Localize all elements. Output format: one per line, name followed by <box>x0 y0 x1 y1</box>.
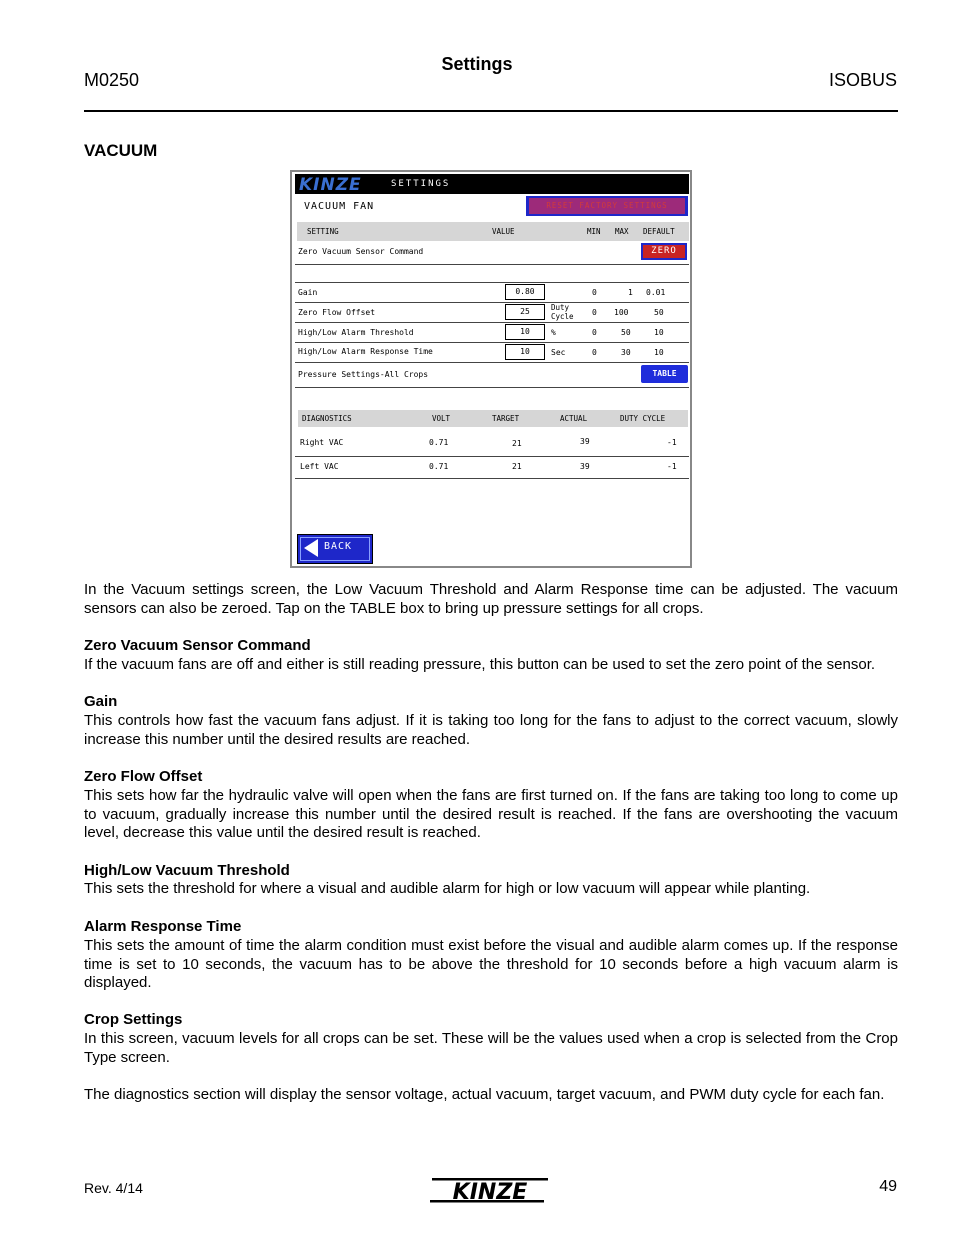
response-time-max: 30 <box>621 348 631 357</box>
zero-flow-min: 0 <box>592 308 597 317</box>
kinze-logo-text: KINZE <box>452 1180 528 1205</box>
closing-paragraph: The diagnostics section will display the sensor voltage, actual vacuum, target vacuum, and PWM duty cycle for each fan. <box>84 1086 885 1103</box>
threshold-unit: % <box>551 328 556 337</box>
item-heading: Zero Vacuum Sensor Command <box>84 637 311 654</box>
diag-row-name: Right VAC <box>300 438 344 447</box>
diagnostics-header <box>298 410 688 427</box>
footer-kinze-logo <box>430 1175 550 1210</box>
diag-col-actual: ACTUAL <box>560 414 588 423</box>
screen-header <box>295 174 689 194</box>
row-divider <box>295 456 689 457</box>
item-text: This sets the threshold for where a visual and audible alarm for high or low vacuum will appear while planting. <box>84 880 811 897</box>
revision-label: Rev. 4/14 <box>84 1180 143 1196</box>
item-text: In this screen, vacuum levels for all crops can be set. These will be the values used when a crop is selected from the Crop Type screen. <box>84 1030 898 1066</box>
screen-header-title: SETTINGS <box>391 179 451 189</box>
row-divider <box>295 362 689 363</box>
diag-row-name: Left VAC <box>300 462 339 471</box>
threshold-default: 10 <box>654 328 664 337</box>
response-time-min: 0 <box>592 348 597 357</box>
page-number: 49 <box>879 1178 897 1195</box>
zero-flow-value-input[interactable]: 25 <box>505 304 545 320</box>
item-heading: Zero Flow Offset <box>84 768 203 785</box>
gain-default: 0.01 <box>646 288 666 297</box>
col-setting: SETTING <box>307 227 339 236</box>
header-divider <box>84 110 898 112</box>
table-button[interactable]: TABLE <box>641 365 688 383</box>
settings-screen <box>290 170 692 568</box>
screen-subtitle: VACUUM FAN <box>304 201 375 212</box>
item-heading: High/Low Vacuum Threshold <box>84 862 290 879</box>
page-section-title: Settings <box>441 54 513 74</box>
zero-button[interactable] <box>641 243 687 260</box>
setting-row-label: High/Low Alarm Response Time <box>298 347 433 356</box>
gain-value-input[interactable]: 0.80 <box>505 284 545 300</box>
row-divider <box>295 342 689 343</box>
intro-paragraph: In the Vacuum settings screen, the Low Vacuum Threshold and Alarm Response time can be adjusted. The vacuum sensors can also be zeroed. Tap on the TABLE box to bring up pressure settings for all crops. <box>84 581 898 617</box>
item-heading: Alarm Response Time <box>84 918 242 935</box>
col-value: VALUE <box>492 227 515 236</box>
zero-flow-default: 50 <box>654 308 664 317</box>
threshold-max: 50 <box>621 328 631 337</box>
zero-flow-max: 100 <box>614 308 629 317</box>
kinze-logo: KINZE <box>299 175 362 195</box>
response-time-value-input[interactable]: 10 <box>505 344 545 360</box>
item-text: If the vacuum fans are off and either is still reading pressure, this button can be used to set the zero point of the sensor. <box>84 656 876 673</box>
diag-row-volt: 0.71 <box>429 462 449 471</box>
threshold-value-input[interactable]: 10 <box>505 324 545 340</box>
item-text: This controls how fast the vacuum fans adjust. If it is taking too long for the fans to adjust to the correct vacuum, slowly increase this number until the desired results are reached. <box>84 712 898 748</box>
row-divider <box>295 478 689 479</box>
col-default: DEFAULT <box>643 227 675 236</box>
settings-column-header <box>297 222 689 241</box>
diag-row-target: 21 <box>512 439 522 448</box>
diag-row-volt: 0.71 <box>429 438 449 447</box>
row-divider <box>295 302 689 303</box>
col-min: MIN <box>587 227 601 236</box>
setting-row-label: High/Low Alarm Threshold <box>298 328 414 337</box>
item-heading: Crop Settings <box>84 1011 183 1028</box>
diag-col-duty: DUTY CYCLE <box>620 414 666 423</box>
row-divider <box>295 322 689 323</box>
back-arrow-icon <box>304 539 318 557</box>
threshold-min: 0 <box>592 328 597 337</box>
reset-factory-settings-button[interactable] <box>526 196 688 216</box>
item-text: This sets how far the hydraulic valve will open when the fans are first turned on. If the fans are taking too long to come up to vacuum, gradually increase this number until the desired result is reached. If the fans are overshooting the vacuum level, decrease this value until the desired result is reached. <box>84 787 898 842</box>
response-time-default: 10 <box>654 348 664 357</box>
back-button[interactable] <box>297 534 373 564</box>
item-heading: Gain <box>84 693 118 710</box>
setting-row-label: Gain <box>298 288 318 297</box>
zero-row-label: Zero Vacuum Sensor Command <box>298 247 424 256</box>
row-divider <box>295 264 689 265</box>
doc-system: ISOBUS <box>828 70 897 90</box>
response-time-unit: Sec <box>551 348 566 357</box>
diag-col-volt: VOLT <box>432 414 451 423</box>
diag-row-duty: -1 <box>667 438 677 447</box>
diag-row-duty: -1 <box>667 462 677 471</box>
pressure-row-label: Pressure Settings-All Crops <box>298 370 429 379</box>
zero-button-label: ZERO <box>643 245 685 258</box>
item-text: This sets the amount of time the alarm condition must exist before the visual and audible alarm comes up. If the response time is set to 10 seconds, the vacuum has to be above the threshold for 10 seconds before a high vacuum alarm is displayed. <box>84 937 898 992</box>
back-button-label: BACK <box>324 541 353 552</box>
row-divider <box>295 282 689 283</box>
diag-row-target: 21 <box>512 462 522 471</box>
kinze-logo-mark <box>430 1175 550 1205</box>
row-divider <box>295 387 689 388</box>
reset-button-label: RESET FACTORY SETTINGS <box>529 198 685 214</box>
diag-row-actual: 39 <box>580 462 590 471</box>
doc-code: M0250 <box>84 70 140 90</box>
gain-max: 1 <box>628 288 633 297</box>
diag-col-target: TARGET <box>492 414 520 423</box>
setting-row-label: Zero Flow Offset <box>298 308 376 317</box>
section-heading: VACUUM <box>84 141 158 160</box>
gain-min: 0 <box>592 288 597 297</box>
col-max: MAX <box>615 227 629 236</box>
zero-flow-unit: Duty Cycle <box>551 303 574 321</box>
diag-row-actual: 39 <box>580 437 590 446</box>
diag-col-name: DIAGNOSTICS <box>302 414 352 423</box>
